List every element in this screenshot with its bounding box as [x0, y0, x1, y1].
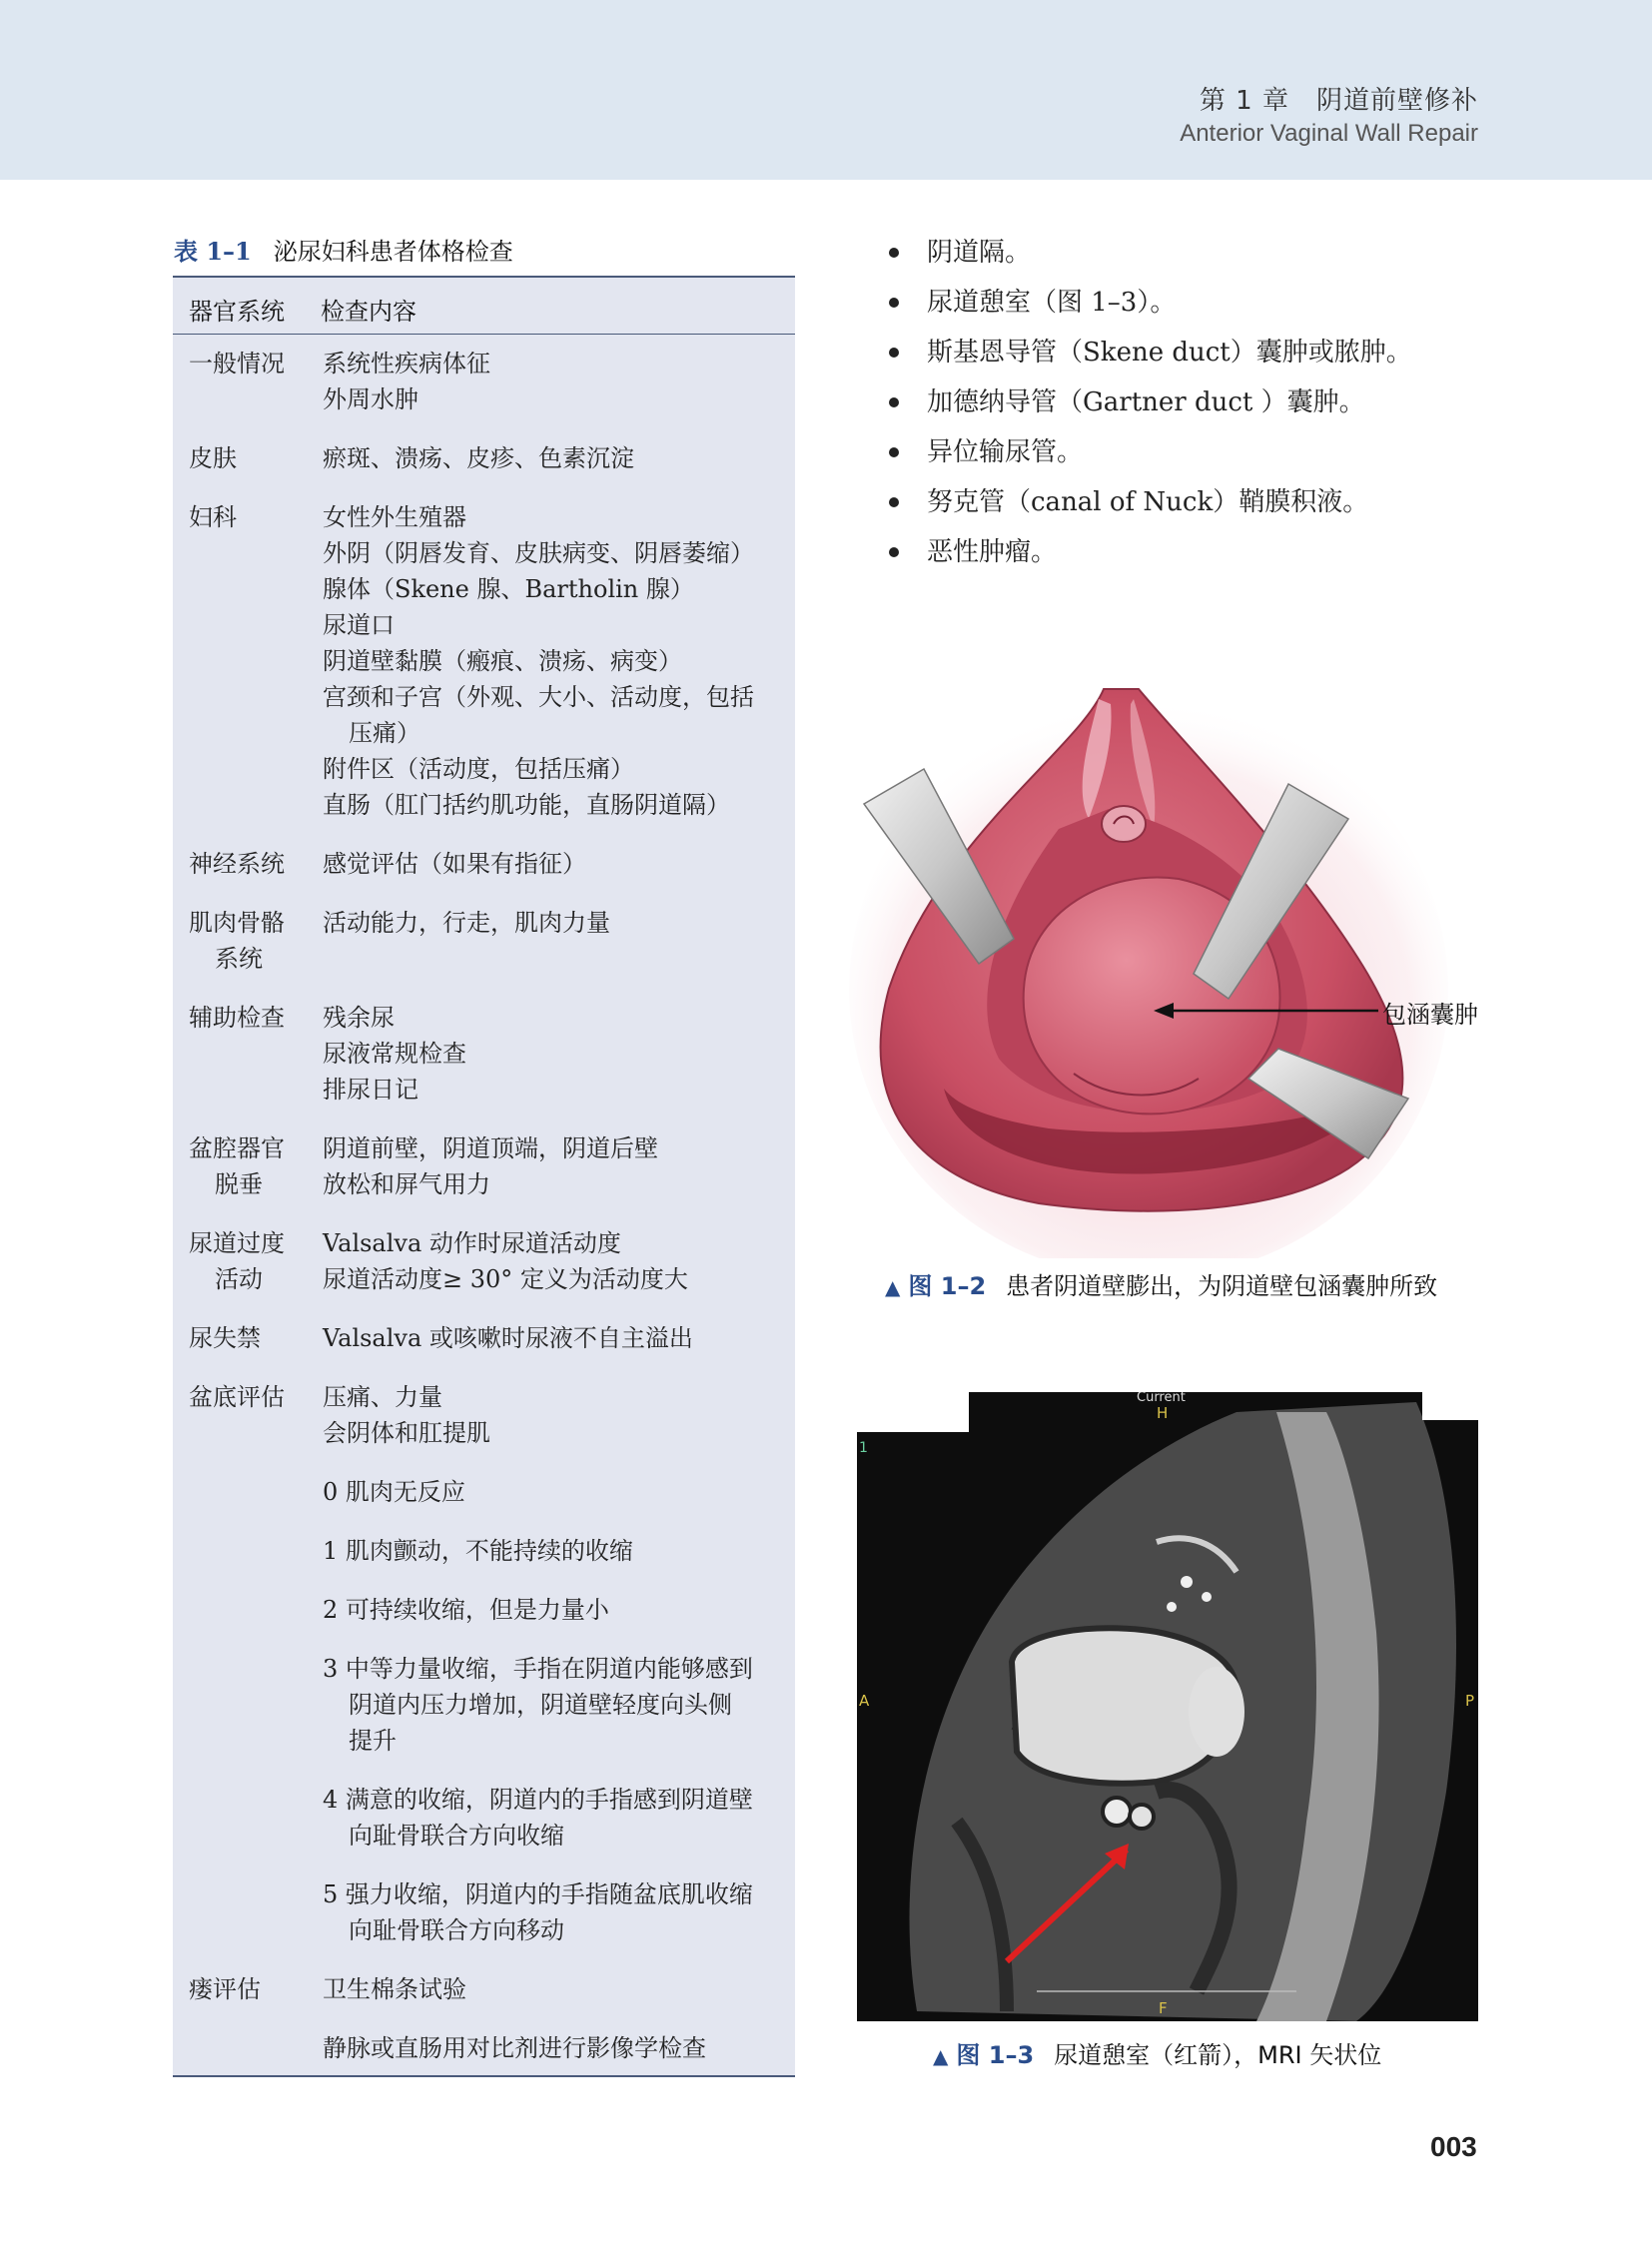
column-header-system: 器官系统 — [189, 298, 285, 326]
mri-a-label: A — [859, 1692, 870, 1710]
content-text: 阴道前壁，阴道顶端，阴道后壁 — [323, 1134, 658, 1162]
list-item: 尿道憩室（图 1–3）。 — [889, 278, 1412, 328]
figure-1-3-caption — [933, 2035, 1381, 2070]
content-text: 压痛） — [349, 719, 420, 747]
system-text: 活动 — [215, 1265, 263, 1293]
content-text: 提升 — [349, 1727, 397, 1755]
content-text: 感觉评估（如果有指征） — [323, 850, 586, 878]
content-text: 阴道壁黏膜（瘢痕、溃疡、病变） — [323, 647, 682, 675]
content-text: 尿道口 — [323, 611, 395, 639]
figure-caption-text: 患者阴道壁膨出，为阴道壁包涵囊肿所致 — [1006, 1272, 1438, 1300]
content-text: 放松和屏气用力 — [323, 1170, 490, 1198]
content-cell — [323, 499, 782, 823]
table-caption — [174, 232, 513, 267]
page-number: 003 — [1430, 2131, 1477, 2162]
figure-1-2-caption — [885, 1266, 1437, 1301]
figure-caption-text: 尿道憩室（红箭），MRI 矢状位 — [1054, 2041, 1382, 2069]
system-text: 皮肤 — [189, 444, 237, 472]
content-text: 2 可持续收缩，但是力量小 — [323, 1596, 609, 1624]
content-text: 5 强力收缩，阴道内的手指随盆底肌收缩 — [323, 1880, 753, 1908]
content-cell — [323, 1651, 782, 1759]
system-cell — [189, 1000, 309, 1036]
content-text: 直肠（肛门括约肌功能，直肠阴道隔） — [323, 791, 730, 819]
content-text: 3 中等力量收缩，手指在阴道内能够感到 — [323, 1655, 753, 1683]
mri-label-box — [857, 1392, 969, 1432]
content-text: 瘀斑、溃疡、皮疹、色素沉淀 — [323, 444, 634, 472]
content-cell — [323, 1379, 782, 1451]
mri-p-label: P — [1464, 1692, 1474, 1710]
mri-current-label: Current — [1137, 1392, 1186, 1405]
content-cell — [323, 1000, 782, 1108]
content-text: 附件区（活动度，包括压痛） — [323, 755, 634, 783]
system-text: 瘘评估 — [189, 1975, 261, 2003]
system-text: 系统 — [215, 945, 263, 973]
content-text: 静脉或直肠用对比剂进行影像学检查 — [323, 2034, 706, 2062]
system-cell — [189, 1379, 309, 1415]
triangle-icon: ▲ — [885, 1275, 901, 1299]
content-text: 排尿日记 — [323, 1076, 418, 1104]
system-cell — [189, 1130, 309, 1202]
content-text: 压痛、力量 — [323, 1383, 442, 1411]
column-header-content: 检查内容 — [321, 298, 416, 326]
content-text: 阴道内压力增加，阴道壁轻度向头侧 — [349, 1691, 732, 1719]
content-text: 4 满意的收缩，阴道内的手指感到阴道壁 — [323, 1786, 753, 1814]
content-cell — [323, 1592, 782, 1628]
system-text: 尿失禁 — [189, 1324, 261, 1352]
system-text: 妇科 — [189, 503, 237, 531]
system-cell — [189, 1320, 309, 1356]
content-text: Valsalva 动作时尿道活动度 — [323, 1229, 621, 1257]
list-item: 努克管（canal of Nuck）鞘膜积液。 — [889, 477, 1412, 527]
system-text: 肌肉骨骼 — [189, 909, 285, 937]
system-cell — [189, 346, 309, 381]
content-text: 外周水肿 — [323, 385, 418, 413]
content-text: 会阴体和肛提肌 — [323, 1419, 490, 1447]
content-text: 外阴（阴唇发育、皮肤病变、阴唇萎缩） — [323, 539, 754, 567]
content-text: 向耻骨联合方向移动 — [349, 1916, 564, 1944]
content-cell — [323, 1533, 782, 1569]
system-cell — [189, 846, 309, 882]
content-cell — [323, 1225, 782, 1297]
chapter-title-en: Anterior Vaginal Wall Repair — [1180, 120, 1478, 147]
cyst-illustration — [849, 659, 1498, 1258]
mri-image — [857, 1392, 1478, 2021]
system-text: 脱垂 — [215, 1170, 263, 1198]
content-text: 尿道活动度≥ 30° 定义为活动度大 — [323, 1265, 688, 1293]
list-item: 恶性肿瘤。 — [889, 527, 1412, 577]
figure-number: 图 1–2 — [908, 1272, 987, 1300]
system-cell — [189, 1971, 309, 2007]
content-cell — [323, 346, 782, 417]
content-text: 女性外生殖器 — [323, 503, 466, 531]
system-cell — [189, 499, 309, 535]
table-number: 表 1–1 — [174, 237, 252, 266]
system-text: 盆底评估 — [189, 1383, 285, 1411]
content-text: 活动能力，行走，肌肉力量 — [323, 909, 610, 937]
content-text: 宫颈和子宫（外观、大小、活动度，包括 — [323, 683, 754, 711]
figure-mri-sagittal — [857, 1392, 1478, 2021]
system-text: 一般情况 — [189, 350, 285, 377]
content-text: 残余尿 — [323, 1004, 395, 1032]
exam-table — [173, 276, 795, 2077]
content-cell — [323, 1130, 782, 1202]
content-cell — [323, 2030, 782, 2066]
system-text: 盆腔器官 — [189, 1134, 285, 1162]
system-text: 辅助检查 — [189, 1004, 285, 1032]
page-header — [0, 0, 1652, 180]
content-text: Valsalva 或咳嗽时尿液不自主溢出 — [323, 1324, 693, 1352]
content-text: 腺体（Skene 腺、Bartholin 腺） — [323, 575, 694, 603]
content-cell — [323, 1320, 782, 1356]
content-text: 系统性疾病体征 — [323, 350, 490, 377]
system-cell — [189, 905, 309, 977]
content-cell — [323, 1782, 782, 1854]
mri-label-box — [1422, 1392, 1478, 1420]
bullet-list — [889, 228, 1412, 577]
content-text: 0 肌肉无反应 — [323, 1478, 465, 1506]
system-text: 神经系统 — [189, 850, 285, 878]
content-cell — [323, 1971, 782, 2007]
mri-series-label: 1 — [859, 1440, 868, 1456]
content-cell — [323, 1474, 782, 1510]
content-cell — [323, 846, 782, 882]
content-text: 1 肌肉颤动，不能持续的收缩 — [323, 1537, 633, 1565]
system-cell — [189, 1225, 309, 1297]
content-cell — [323, 440, 782, 476]
list-item: 斯基恩导管（Skene duct）囊肿或脓肿。 — [889, 328, 1412, 377]
system-text: 尿道过度 — [189, 1229, 285, 1257]
mri-f-label: F — [1159, 1999, 1168, 2017]
figure-illustration-vaginal-cyst — [849, 659, 1498, 1258]
system-cell — [189, 440, 309, 476]
table-title: 泌尿妇科患者体格检查 — [273, 238, 513, 266]
figure-number: 图 1–3 — [956, 2041, 1035, 2069]
list-item: 阴道隔。 — [889, 228, 1412, 278]
content-text: 向耻骨联合方向收缩 — [349, 1822, 564, 1850]
mri-h-label: H — [1157, 1404, 1169, 1422]
table-header — [173, 278, 795, 335]
list-item: 加德纳导管（Gartner duct ）囊肿。 — [889, 377, 1412, 427]
chapter-title-zh: 第 1 章 阴道前壁修补 — [1199, 86, 1478, 116]
triangle-icon: ▲ — [933, 2044, 949, 2068]
content-text: 尿液常规检查 — [323, 1040, 466, 1068]
content-cell — [323, 905, 782, 941]
content-text: 卫生棉条试验 — [323, 1975, 466, 2003]
content-cell — [323, 1876, 782, 1948]
figure-label-cyst: 包涵囊肿 — [1382, 1001, 1478, 1029]
list-item: 异位输尿管。 — [889, 427, 1412, 477]
